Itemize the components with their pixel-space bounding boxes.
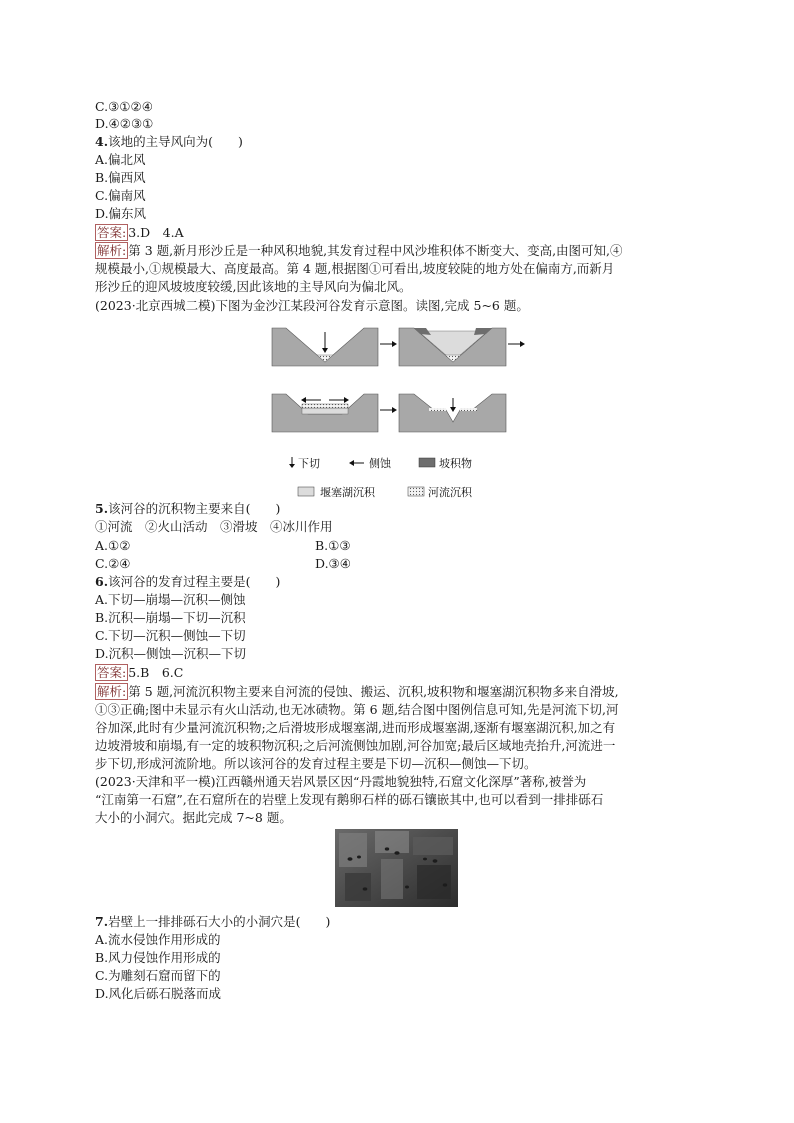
q4-option-a: A.偏北风	[95, 152, 146, 167]
legend-slope-deposit	[419, 456, 472, 470]
intro-7-8-line-3: 大小的小洞穴。据此完成 7~8 题。	[95, 810, 292, 825]
q4-number: 4.	[95, 134, 109, 149]
answer-tag: 答案:	[97, 665, 127, 680]
q4-option-d: D.偏东风	[95, 206, 147, 221]
q4-option-b: B.偏西风	[95, 170, 146, 185]
q3-option-d: D.④②③①	[95, 116, 154, 131]
q6-stem	[95, 573, 280, 590]
river-valley-diagram	[268, 322, 530, 504]
analysis-3-4-line-1	[95, 242, 623, 259]
q5-stem-text: 该河谷的沉积物主要来自( )	[108, 501, 281, 516]
q5-stem	[95, 500, 280, 517]
valley-panel-4	[399, 394, 506, 432]
intro-5-6: (2023·北京西城二模)下图为金沙江某段河谷发育示意图。读图,完成 5~6 题。	[95, 298, 529, 313]
analysis-5-6-line-2: ①③正确;图中未显示有火山活动,也无冰碛物。第 6 题,结合图中图例信息可知,先是河流下切,河	[95, 702, 619, 717]
q6-stem-text: 该河谷的发育过程主要是( )	[108, 574, 281, 589]
analysis-tag: 解析:	[97, 243, 127, 258]
valley-panel-3	[272, 394, 378, 432]
q7-option-a: A.流水侵蚀作用形成的	[95, 932, 221, 947]
q5-number: 5.	[95, 501, 109, 516]
q7-number: 7.	[95, 914, 109, 929]
q7-stem	[95, 913, 330, 930]
legend-slope-deposit-label: 坡积物	[439, 457, 472, 470]
q6-option-b: B.沉积—崩塌—下切—沉积	[95, 610, 246, 625]
q7-option-c: C.为雕刻石窟而留下的	[95, 968, 221, 983]
legend-lake-deposit	[298, 485, 376, 499]
intro-7-8-line-1: (2023·天津和平一模)江西赣州通天岩风景区因“丹霞地貌独特,石窟文化深厚”著称,被誉为	[95, 774, 587, 789]
analysis-5-6-line-4: 边坡滑坡和崩塌,有一定的坡积物沉积;之后河流侧蚀加剧,河谷加宽;最后区域地壳抬升,河流进一	[95, 738, 616, 753]
answer-tag: 答案:	[97, 225, 127, 240]
answer-5-6	[95, 664, 183, 681]
q5-options-row-2	[95, 555, 351, 572]
analysis-3-4-line-3: 形沙丘的迎风坡坡度较缓,因此该地的主导风向为偏北风。	[95, 279, 412, 294]
q5-option-c: C.②④	[95, 556, 131, 571]
q7-option-b: B.风力侵蚀作用形成的	[95, 950, 221, 965]
analysis-5-6-line-3: 谷加深,此时有少量河流沉积物;之后滑坡形成堰塞湖,进而形成堰塞湖,逐渐有堰塞湖沉积,加之有	[95, 720, 616, 735]
q5-option-b: B.①③	[315, 538, 351, 553]
valley-panel-2	[399, 328, 506, 366]
legend-river-deposit	[408, 485, 473, 499]
q4-stem	[95, 133, 243, 150]
q5-options-row-1	[95, 537, 351, 554]
analysis-3-4-line-2: 规模最小,①规模最大、高度最高。第 4 题,根据图①可看出,坡度较陡的地方处在偏南方,而新月	[95, 261, 615, 276]
q5-option-a: A.①②	[95, 538, 131, 553]
q6-option-d: D.沉积—侧蚀—沉积—下切	[95, 646, 247, 661]
legend-lateral-label: 侧蚀	[369, 457, 391, 470]
legend-lake-deposit-label: 堰塞湖沉积	[320, 486, 375, 499]
answer-text: 5.B 6.C	[128, 665, 184, 680]
rock-wall-photo	[335, 829, 458, 907]
q4-stem-text: 该地的主导风向为( )	[108, 134, 243, 149]
answer-3-4	[95, 224, 184, 241]
intro-7-8-line-2: “江南第一石窟”,在石窟所在的岩壁上发现有鹅卵石样的砾石镶嵌其中,也可以看到一排排砾石	[95, 792, 604, 807]
analysis-text: 第 5 题,河流沉积物主要来自河流的侵蚀、搬运、沉积,坡积物和堰塞湖沉积物多来自滑坡,	[128, 684, 619, 699]
q4-option-c: C.偏南风	[95, 188, 146, 203]
valley-panel-1	[272, 328, 378, 366]
legend-river-deposit-label: 河流沉积	[428, 486, 472, 499]
analysis-tag: 解析:	[97, 684, 127, 699]
q5-option-d: D.③④	[315, 556, 351, 571]
q3-option-c: C.③①②④	[95, 99, 153, 114]
q7-option-d: D.风化后砾石脱落而成	[95, 986, 222, 1001]
legend-downcut	[289, 456, 320, 470]
answer-text: 3.D 4.A	[128, 225, 184, 240]
q5-items: ①河流 ②火山活动 ③滑坡 ④冰川作用	[95, 519, 333, 534]
analysis-5-6-line-5: 步下切,形成河流阶地。所以该河谷的发育过程主要是下切—沉积—侧蚀—下切。	[95, 756, 537, 771]
legend-downcut-label: 下切	[298, 457, 320, 470]
q6-option-c: C.下切—沉积—侧蚀—下切	[95, 628, 246, 643]
analysis-text: 第 3 题,新月形沙丘是一种风积地貌,其发育过程中风沙堆积体不断变大、变高,由图可知,④	[128, 243, 623, 258]
analysis-5-6-line-1	[95, 683, 619, 700]
q7-stem-text: 岩壁上一排排砾石大小的小洞穴是( )	[108, 914, 331, 929]
q6-option-a: A.下切—崩塌—沉积—侧蚀	[95, 592, 246, 607]
q6-number: 6.	[95, 574, 109, 589]
legend-lateral	[349, 456, 392, 470]
